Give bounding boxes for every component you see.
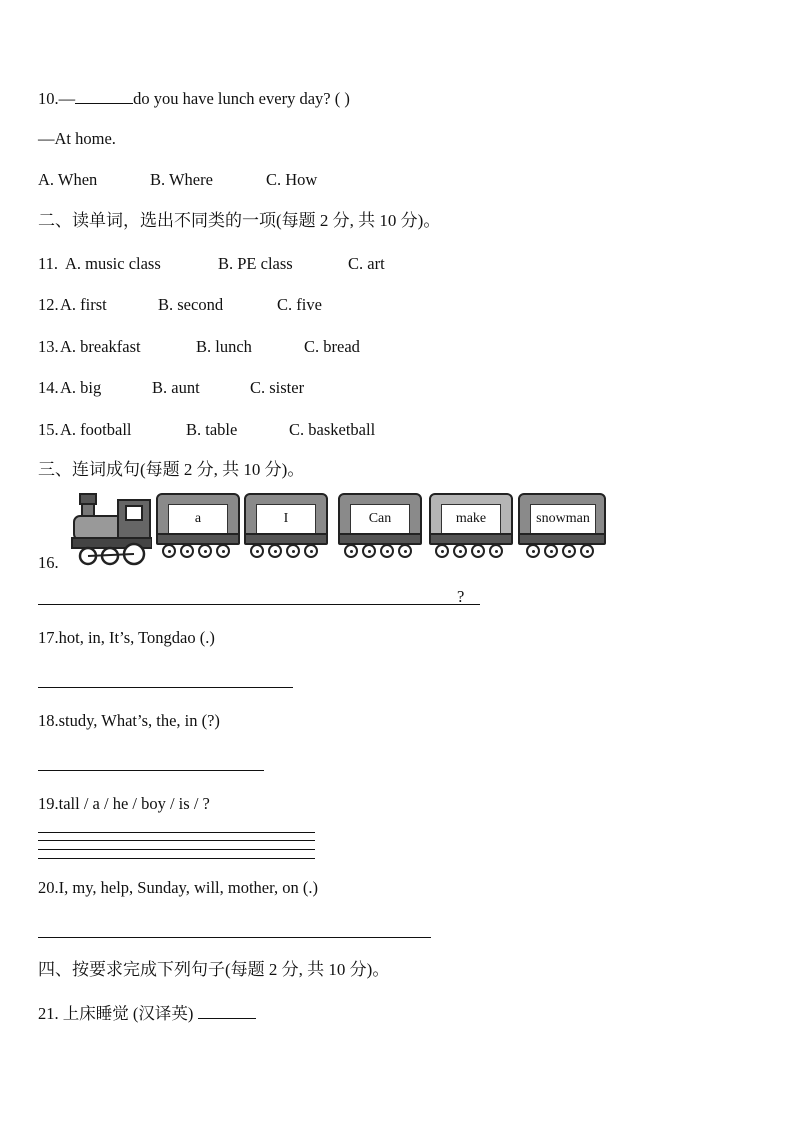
option-c[interactable]: C. basketball [289, 420, 376, 439]
option-c[interactable]: C. bread [304, 337, 360, 356]
train-car [156, 493, 240, 545]
writing-line[interactable] [38, 840, 315, 841]
option-b[interactable]: B. Where [150, 170, 213, 189]
option-c[interactable]: C. five [277, 295, 322, 314]
question-16-end-mark: ? [457, 587, 465, 606]
question-10-reply: —At home. [38, 129, 116, 148]
car-wheels [344, 544, 412, 562]
option-a[interactable]: A. When [38, 170, 98, 189]
option-b[interactable]: B. aunt [152, 378, 200, 397]
car-wheels [250, 544, 318, 562]
question-21-number: 21. [38, 1004, 59, 1023]
question-10-text: do you have lunch every day? ( ) [133, 89, 350, 108]
answer-line[interactable] [38, 604, 480, 605]
writing-line[interactable] [38, 832, 315, 833]
option-a[interactable]: A. breakfast [60, 337, 141, 356]
writing-line[interactable] [38, 849, 315, 850]
answer-blank[interactable] [75, 87, 133, 104]
option-c[interactable]: C. art [348, 254, 385, 273]
question-20: 20.I, my, help, Sunday, will, mother, on (.) [38, 878, 318, 897]
question-number: 15. [38, 420, 59, 439]
option-a[interactable]: A. big [60, 378, 102, 397]
answer-line[interactable] [38, 687, 293, 688]
option-a[interactable]: A. football [60, 420, 132, 439]
answer-blank[interactable] [198, 1002, 256, 1019]
train-car [244, 493, 328, 545]
car-wheels [526, 544, 594, 562]
car-wheels [162, 544, 230, 562]
option-b[interactable]: B. lunch [196, 337, 252, 356]
train-word: a [168, 504, 228, 534]
train-car [338, 493, 422, 545]
option-b[interactable]: B. second [158, 295, 224, 314]
section-4-title: 四、按要求完成下列句子(每题 2 分, 共 10 分)。 [38, 960, 390, 979]
question-number: 12. [38, 295, 59, 314]
question-10-number: 10.— [38, 89, 76, 108]
question-21 [38, 1002, 256, 1024]
locomotive-icon [70, 490, 152, 566]
section-2-title: 二、读单词，选出不同类的一项(每题 2 分, 共 10 分)。 [38, 211, 441, 230]
train-car [518, 493, 606, 545]
option-a[interactable]: A. music class [65, 254, 161, 273]
writing-line[interactable] [38, 858, 315, 859]
train-word: make [441, 504, 501, 534]
car-wheels [435, 544, 503, 562]
option-b[interactable]: B. table [186, 420, 238, 439]
train-word: Can [350, 504, 410, 534]
question-number: 11. [38, 254, 59, 273]
option-c[interactable]: C. sister [250, 378, 305, 397]
option-a[interactable]: A. first [60, 295, 107, 314]
question-16-number: 16. [38, 553, 59, 572]
answer-line[interactable] [38, 770, 264, 771]
question-number: 14. [38, 378, 59, 397]
option-b[interactable]: B. PE class [218, 254, 293, 273]
train-car [429, 493, 513, 545]
question-18: 18.study, What’s, the, in (?) [38, 711, 220, 730]
word-train-illustration [68, 490, 608, 568]
option-c[interactable]: C. How [266, 170, 318, 189]
question-number: 13. [38, 337, 59, 356]
question-10 [38, 87, 350, 109]
section-3-title: 三、连词成句(每题 2 分, 共 10 分)。 [38, 460, 305, 479]
train-word: snowman [530, 504, 596, 534]
question-17: 17.hot, in, It’s, Tongdao (.) [38, 628, 215, 647]
question-21-text: 上床睡觉 (汉译英) [62, 1004, 194, 1023]
train-word: I [256, 504, 316, 534]
question-19: 19.tall / a / he / boy / is / ? [38, 794, 210, 813]
answer-line[interactable] [38, 937, 431, 938]
